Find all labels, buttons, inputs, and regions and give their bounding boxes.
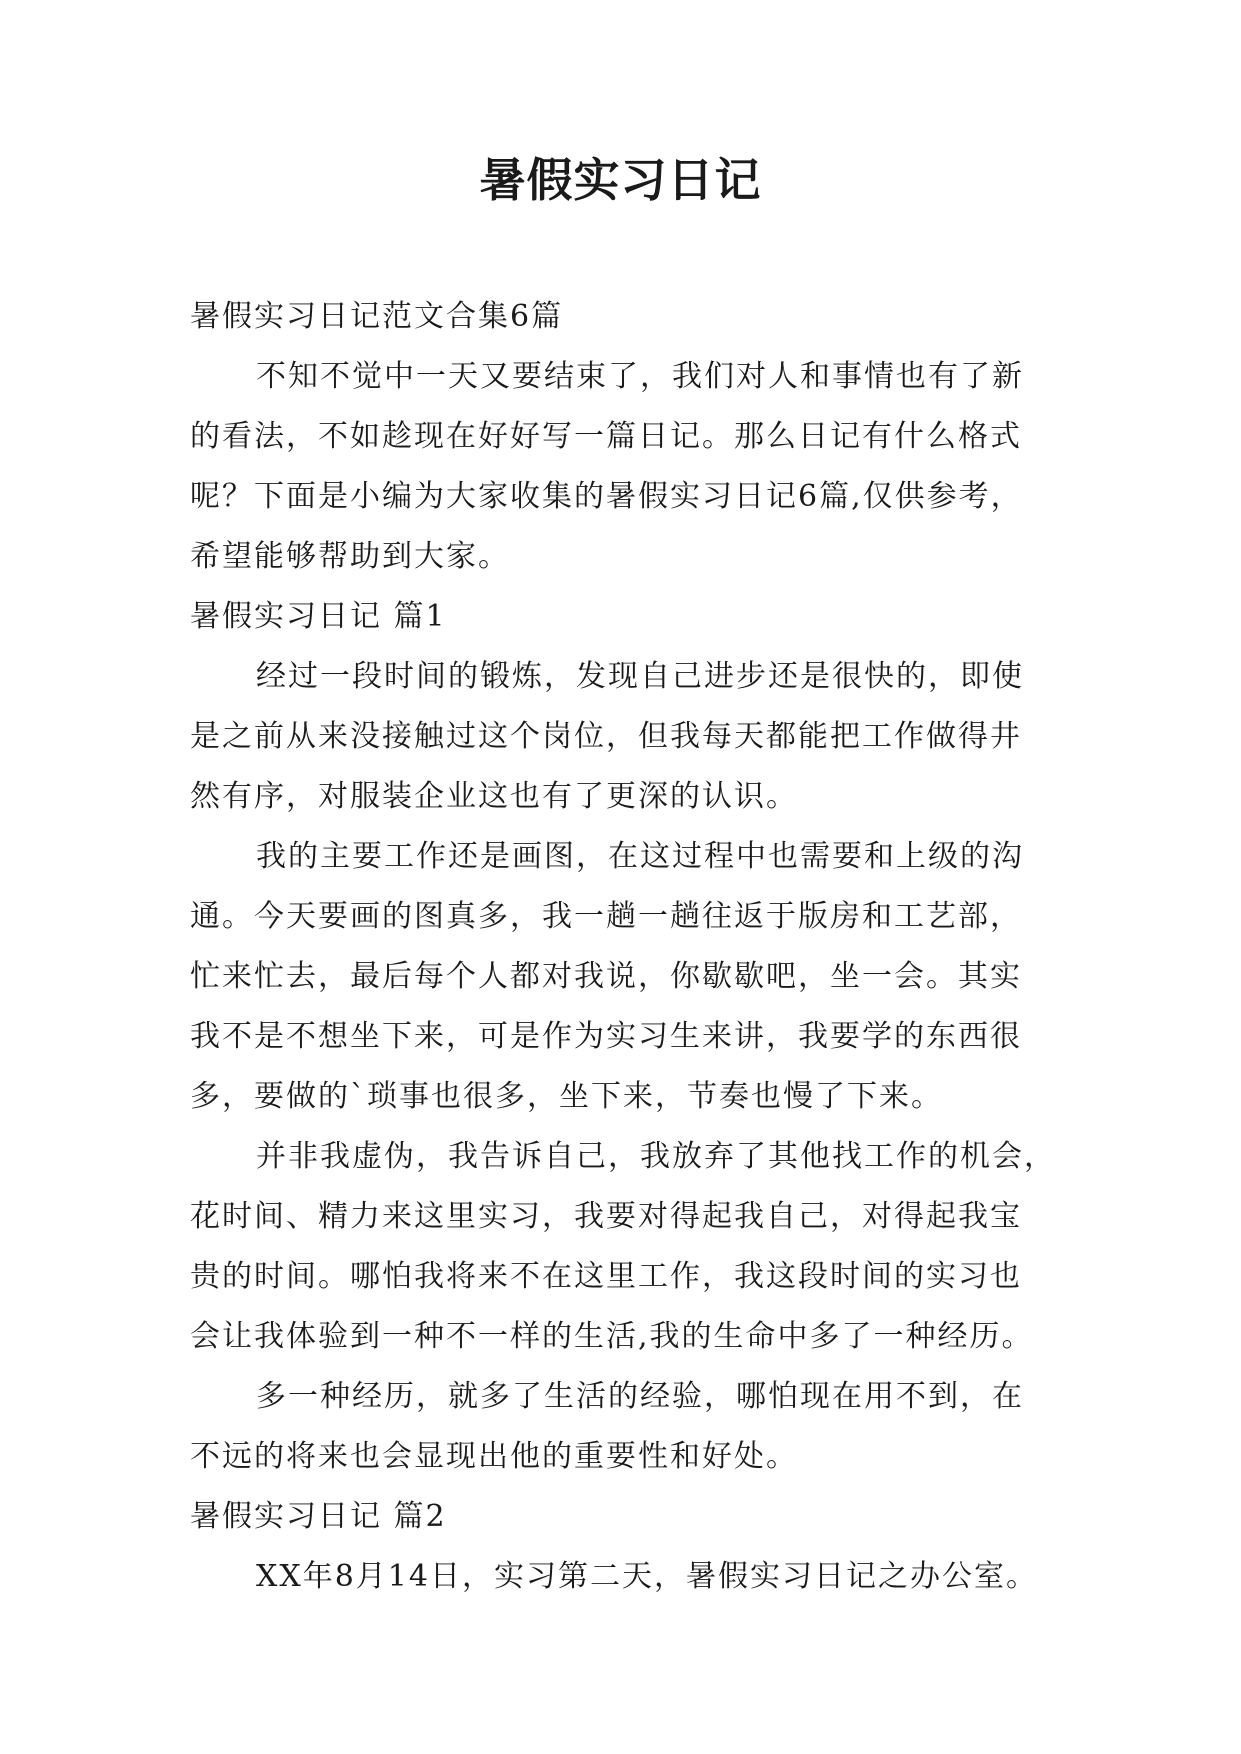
document-body	[190, 287, 1058, 1607]
section-heading-2: 暑假实习日记 篇2	[190, 1499, 447, 1534]
text-line: 我不是不想坐下来，可是作为实习生来讲，我要学的东西很	[190, 1019, 1022, 1054]
text-line: 通。今天要画的图真多，我一趟一趟往返于版房和工艺部，	[190, 899, 1022, 934]
text-line: 会让我体验到一种不一样的生活,我的生命中多了一种经历。	[190, 1319, 1034, 1354]
text-line: 贵的时间。哪怕我将来不在这里工作，我这段时间的实习也	[190, 1259, 1022, 1294]
text-line: 多，要做的`琐事也很多，坐下来，节奏也慢了下来。	[190, 1079, 943, 1114]
text-line: 我的主要工作还是画图，在这过程中也需要和上级的沟	[256, 839, 1024, 874]
text-line: 花时间、精力来这里实习，我要对得起我自己，对得起我宝	[190, 1199, 1022, 1234]
text-line: 多一种经历，就多了生活的经验，哪怕现在用不到，在	[256, 1379, 1024, 1414]
text-line: 经过一段时间的锻炼，发现自己进步还是很快的，即使	[256, 659, 1024, 694]
text-line: 不知不觉中一天又要结束了，我们对人和事情也有了新	[256, 359, 1024, 394]
text-line: XX年8月14日，实习第二天，暑假实习日记之办公室。	[256, 1559, 1038, 1594]
text-line: 呢？下面是小编为大家收集的暑假实习日记6篇,仅供参考，	[190, 479, 1023, 514]
text-line: 忙来忙去，最后每个人都对我说，你歇歇吧，坐一会。其实	[190, 959, 1022, 994]
text-line: 是之前从来没接触过这个岗位，但我每天都能把工作做得井	[190, 719, 1022, 754]
text-line: 希望能够帮助到大家。	[190, 539, 510, 574]
text-line: 的看法，不如趁现在好好写一篇日记。那么日记有什么格式	[190, 419, 1022, 454]
text-line: 然有序，对服装企业这也有了更深的认识。	[190, 779, 798, 814]
document-title: 暑假实习日记	[479, 153, 762, 207]
text-line: 不远的将来也会显现出他的重要性和好处。	[190, 1439, 798, 1474]
text-line-subtitle: 暑假实习日记范文合集6篇	[190, 299, 564, 334]
text-line: 并非我虚伪，我告诉自己，我放弃了其他找工作的机会，	[256, 1139, 1056, 1174]
section-heading-1: 暑假实习日记 篇1	[190, 599, 447, 634]
